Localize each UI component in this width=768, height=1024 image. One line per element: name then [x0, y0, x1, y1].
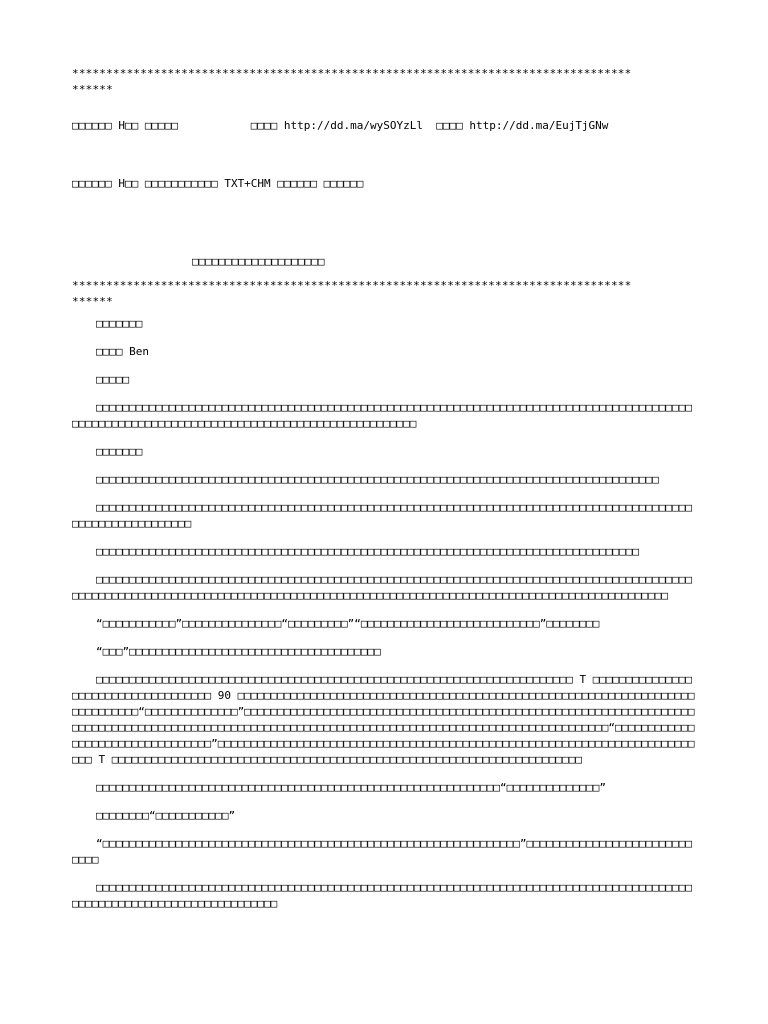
section-heading: □□□□□: [96, 373, 130, 386]
body-paragraph: □□□□□□□□□□□□□□□□□□□□□□□□□□□□□□□□□□□□□□□□□□□□□□□□□□□□□□□□□□□□□□□□□□□□□□□□ T □□□□□□□□□□□□□□□□□□□□□□□□□□□□□□□□□□□□ 90 □□□□□□□□□□□□□□□□□□□□□□□□□□□□□□□□□□□□□□□□□□□□□□□□□□□□□□□□□□□□□□□□□□□□□□□□□□□□□□□“□□□□□□□□□□□□□□”□□□□□□□□□□□□□□□□□□□□□□□□□□□□□□□□□□□□□□□□□□□□□□□□□□□□□□□□□□□□□□□□□□□□□□□□□□□□□□□□□□□□□□□□□□□□□□□□□□□□□□□□□□□□□□□□□□□□□□□□□□□□□□□□□□□□□□□□□□□□□□□□□□□□□“□□□□□□□□□□□□□□□□□□□□□□□□□□□□□□□□□”□□□□□□□□□□□□□□□□□□□□□□□□□□□□□□□□□□□□□□□□□□□□□□□□□□□□□□□□□□□□□□□□□□□□□□□□□□□ T □□□□□□□□□□□□□□□□□□□□□□□□□□□□□□□□□□□□□□□□□□□□□□□□□□□□□□□□□□□□□□□□□□□□□□□: [72, 673, 695, 766]
separator-stars-tail: ******: [72, 295, 113, 308]
body-paragraph: “□□□”□□□□□□□□□□□□□□□□□□□□□□□□□□□□□□□□□□□□□□: [96, 645, 381, 658]
body-paragraph: □□□□□□□□□□□□□□□□□□□□□□□□□□□□□□□□□□□□□□□□□□□□□□□□□□□□□□□□□□□□□“□□□□□□□□□□□□□□”: [96, 781, 606, 794]
body-paragraph: □□□□□□□□“□□□□□□□□□□□”: [96, 809, 236, 822]
body-paragraph: □□□□□□□□□□□□□□□□□□□□□□□□□□□□□□□□□□□□□□□□□□□□□□□□□□□□□□□□□□□□□□□□□□□□□□□□□□□□□□□□□□□□□□□□□□□□□□□□□□□□□□□□□□□□□□□□□□□□□□□□□□□□□□□□□□□□□□□□□□□□□□□□□□□□□□□□□□□□□□□□□□□□□□□□□□□□□□□□□□□□: [72, 573, 693, 602]
book-author: □□□□ Ben: [96, 345, 149, 358]
body-paragraph: □□□□□□□□□□□□□□□□□□□□□□□□□□□□□□□□□□□□□□□□□□□□□□□□□□□□□□□□□□□□□□□□□□□□□□□□□□□□□□□□□□: [96, 545, 640, 558]
format-info-line: □□□□□□ H□□ □□□□□□□□□□□ TXT+CHM □□□□□□ □□□□□□: [72, 177, 364, 190]
document-page: [72, 66, 698, 924]
separator-stars: **********************************************************************************: [72, 67, 632, 80]
body-paragraph: □□□□□□□□□□□□□□□□□□□□□□□□□□□□□□□□□□□□□□□□□□□□□□□□□□□□□□□□□□□□□□□□□□□□□□□□□□□□□□□□□□□□□: [96, 473, 659, 486]
separator-stars: **********************************************************************************: [72, 279, 632, 292]
book-title: □□□□□□□: [96, 317, 143, 330]
centered-notice: □□□□□□□□□□□□□□□□□□□□: [192, 255, 325, 268]
chapter-heading: □□□□□□□: [96, 445, 143, 458]
body-paragraph: “□□□□□□□□□□□”□□□□□□□□□□□□□□□“□□□□□□□□□”“□□□□□□□□□□□□□□□□□□□□□□□□□□□”□□□□□□□□: [96, 617, 600, 630]
body-paragraph: □□□□□□□□□□□□□□□□□□□□□□□□□□□□□□□□□□□□□□□□□□□□□□□□□□□□□□□□□□□□□□□□□□□□□□□□□□□□□□□□□□□□□□□□□□□□□□□□□□□□□□□□□□□□□□□□□□□□□□□□□□□□□□□□□□□□□□□□□□□□□□: [72, 401, 693, 430]
separator-stars-tail: ******: [72, 83, 113, 96]
download-links-line: □□□□□□ H□□ □□□□□ □□□□ http://dd.ma/wySOYzLl □□□□ http://dd.ma/EujTjGNw: [72, 119, 609, 132]
body-paragraph: “□□□□□□□□□□□□□□□□□□□□□□□□□□□□□□□□□□□□□□□□□□□□□□□□□□□□□□□□□□□□□□□”□□□□□□□□□□□□□□□□□□□□□□□□□□□□□: [72, 837, 693, 866]
body-paragraph: □□□□□□□□□□□□□□□□□□□□□□□□□□□□□□□□□□□□□□□□□□□□□□□□□□□□□□□□□□□□□□□□□□□□□□□□□□□□□□□□□□□□□□□□□□□□□□□□□□□□□□□□□□□□: [72, 501, 693, 530]
body-paragraph: □□□□□□□□□□□□□□□□□□□□□□□□□□□□□□□□□□□□□□□□□□□□□□□□□□□□□□□□□□□□□□□□□□□□□□□□□□□□□□□□□□□□□□□□□□□□□□□□□□□□□□□□□□□□□□□□□□□□□□□□□: [72, 881, 693, 910]
